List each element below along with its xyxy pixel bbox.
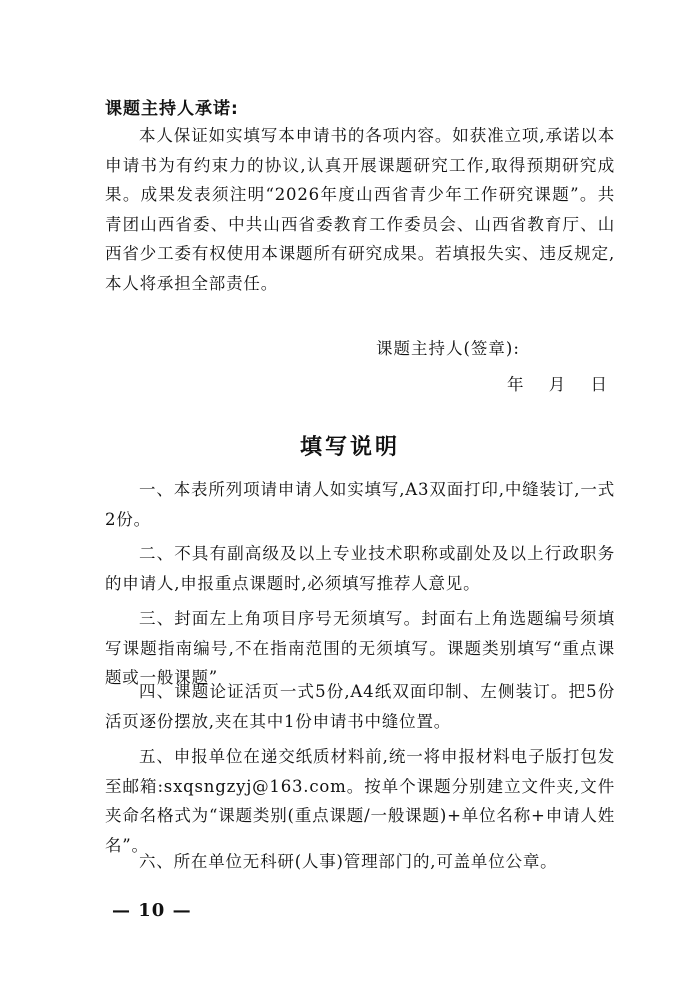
page-number: — 10 — <box>112 900 192 921</box>
instruction-item: 六、所在单位无科研(人事)管理部门的,可盖单位公章。 <box>139 852 558 871</box>
date-label: 年 月 日 <box>507 375 617 394</box>
instructions-title: 填写说明 <box>299 435 400 460</box>
signer-label: 课题主持人(签章): <box>376 339 520 358</box>
instruction-item: 二、不具有副高级及以上专业技术职称或副处及以上行政职务的申请人,申报重点课题时,必须填写推荐人意见。 <box>105 544 615 593</box>
instruction-item: 五、申报单位在递交纸质材料前,统一将申报材料电子版打包发至邮箱:sxqsngzyj@163.com。按单个课题分别建立文件夹,文件夹命名格式为“课题类别(重点课题/一般课题)+单位名称+申请人姓名”。 <box>105 747 615 855</box>
instruction-item: 三、封面左上角项目序号无须填写。封面右上角选题编号须填写课题指南编号,不在指南范围的无须填写。课题类别填写“重点课题或一般课题” <box>105 609 615 687</box>
instruction-item: 四、课题论证活页一式5份,A4纸双面印制、左侧装订。把5份活页逐份摆放,夹在其中1份申请书中缝位置。 <box>105 682 615 731</box>
commitment-paragraph: 本人保证如实填写本申请书的各项内容。如获准立项,承诺以本申请书为有约束力的协议,认真开展课题研究工作,取得预期研究成果。成果发表须注明“2026年度山西省青少年工作研究课题”。共青团山西省委、中共山西省委教育工作委员会、山西省教育厅、山西省少工委有权使用本课题所有研究成果。若填报失实、违反规定,本人将承担全部责任。 <box>105 126 615 293</box>
instruction-item: 一、本表所列项请申请人如实填写,A3双面打印,中缝装订,一式2份。 <box>105 480 615 529</box>
commitment-heading: 课题主持人承诺: <box>105 99 239 119</box>
